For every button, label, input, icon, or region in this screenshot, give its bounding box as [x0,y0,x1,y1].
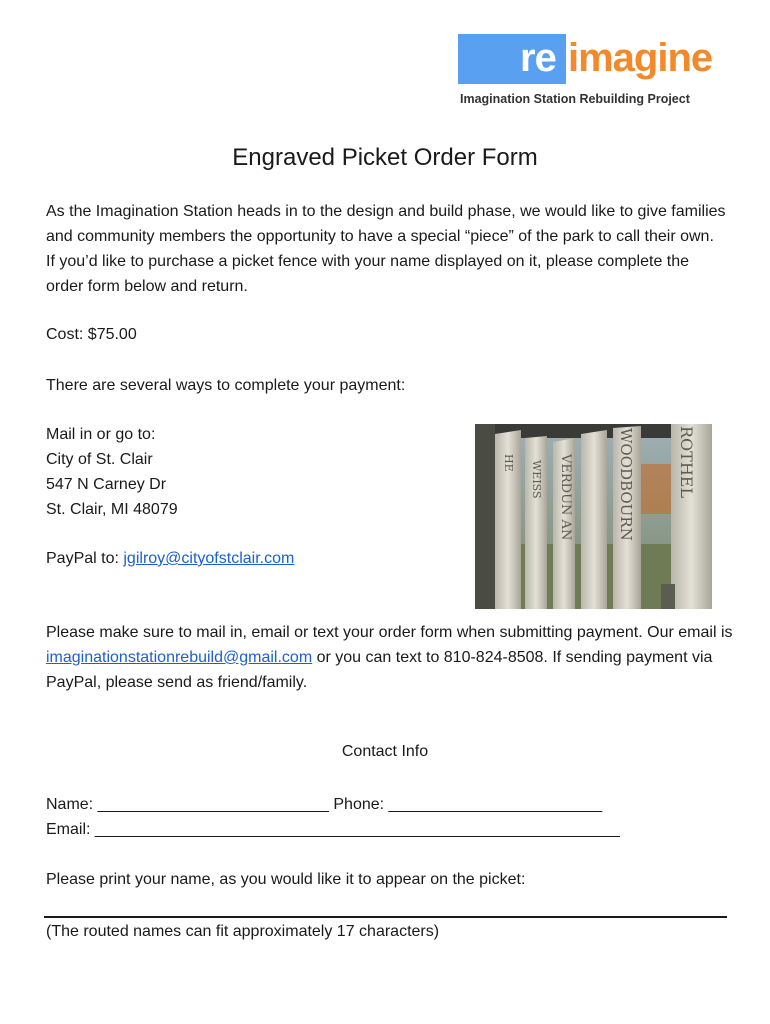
instructions-part-2: or you can text to 810-824-8508. If sending payment via PayPal, please send as friend/family. [46,649,713,691]
paypal-email-link[interactable]: jgilroy@cityofstclair.com [123,550,295,567]
picket-name-field-line[interactable] [44,916,727,918]
character-limit-hint: (The routed names can fit approximately 17 characters) [46,923,440,940]
address-line-4: St. Clair, MI 48079 [46,501,178,518]
paypal-line [46,546,294,571]
instructions-part-1: Please make sure to mail in, email or text your order form when submitting payment. Our email is [46,624,733,641]
contact-info-heading: Contact Info [341,743,429,760]
mailing-address [46,422,178,522]
engraving-5: ROTHEL [677,426,696,499]
engraving-2: WEISS [530,460,543,499]
name-phone-field-line[interactable]: Name: __________________________ Phone: ________________________ [46,796,603,813]
print-name-prompt: Please print your name, as you would like it to appear on the picket: [46,871,526,888]
intro-paragraph: As the Imagination Station heads in to the design and build phase, we would like to give families and community members the opportunity to have a special “piece” of the park to call their own. If you’d like to purchase a picket fence with your name displayed on it, please complete the order form below and return. [46,203,726,295]
engraving-4: WOODBOURN [617,428,635,541]
submission-instructions [46,620,736,695]
email-field-line[interactable]: Email: ___________________________________________________________ [46,821,620,838]
contact-email-link[interactable]: imaginationstationrebuild@gmail.com [46,649,313,666]
address-line-3: 547 N Carney Dr [46,476,167,493]
paypal-label: PayPal to: [46,550,124,567]
logo-imagine: imagine [568,36,713,80]
logo-subtitle: Imagination Station Rebuilding Project [460,92,690,106]
reimagine-logo [458,34,730,112]
engraving-3: VERDUN AN [558,454,573,541]
address-line-1: Mail in or go to: [46,426,156,443]
page-title: Engraved Picket Order Form [232,144,538,171]
engraved-pickets-photo [475,424,712,609]
engraving-1: HE [502,454,515,472]
pickets-illustration [475,424,712,609]
address-line-2: City of St. Clair [46,451,153,468]
logo-re: re [520,36,556,80]
payment-ways-text: There are several ways to complete your payment: [46,377,406,394]
cost-text: Cost: $75.00 [46,326,137,343]
